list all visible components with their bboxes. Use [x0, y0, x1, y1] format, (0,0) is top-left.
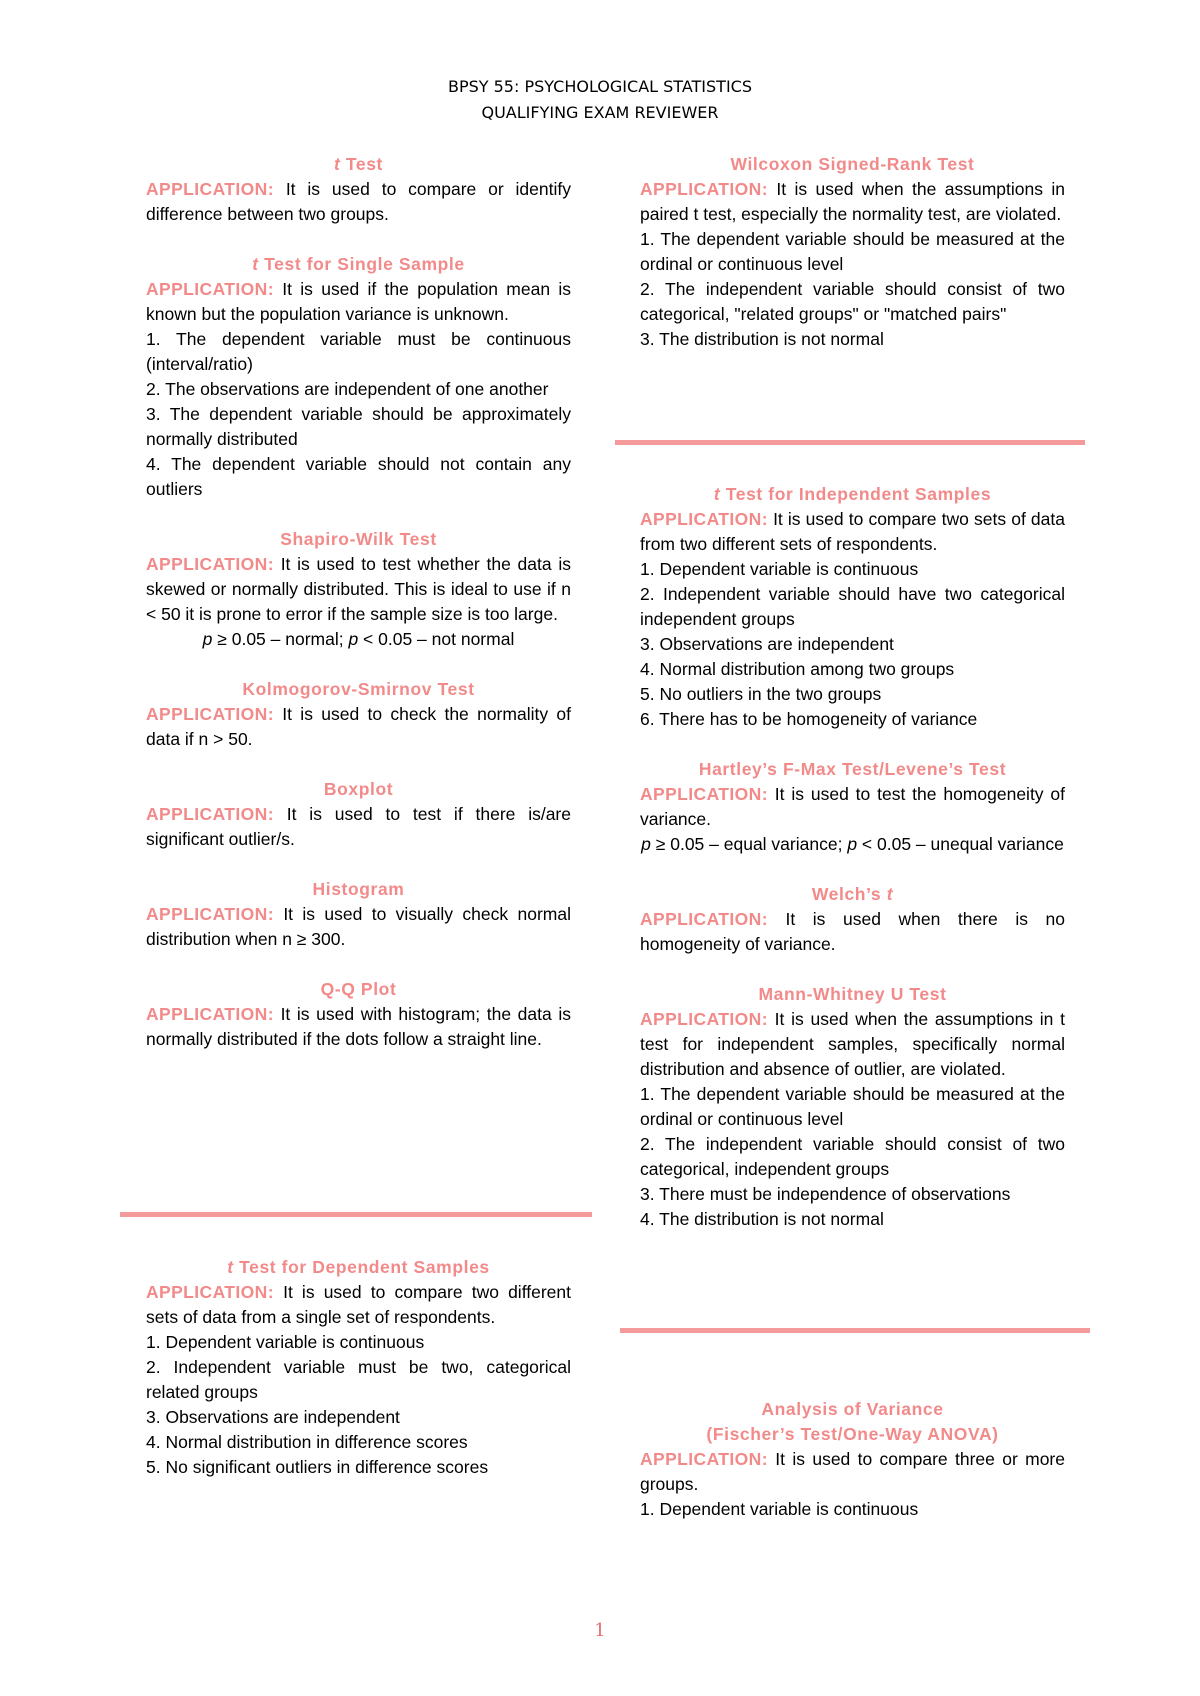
rule-text: < 0.05 – unequal variance [857, 834, 1064, 854]
right-column-middle [640, 482, 1065, 1232]
section-single-sample [146, 252, 571, 502]
application-label: APPLICATION: [146, 179, 274, 199]
section-text [146, 552, 571, 627]
section-text [640, 907, 1065, 957]
section-text [640, 507, 1065, 557]
list-item: 3. The dependent variable should be approximately normally distributed [146, 404, 571, 449]
list-item: 2. The independent variable should consist of two categorical, independent groups [640, 1134, 1065, 1179]
section-text [640, 1007, 1065, 1082]
title-italic: t [334, 154, 341, 174]
rule-text: < 0.05 – not normal [358, 629, 515, 649]
section-text [146, 1002, 571, 1052]
section-text [640, 177, 1065, 227]
application-label: APPLICATION: [146, 904, 274, 924]
section-title: Analysis of Variance [761, 1399, 944, 1419]
application-text: It is used to visually check normal distribution when n ≥ 300. [146, 904, 571, 949]
section-title [146, 1255, 571, 1280]
decision-rule [146, 627, 571, 652]
application-label: APPLICATION: [640, 1009, 768, 1029]
application-label: APPLICATION: [640, 784, 768, 804]
title-rest: Test [340, 154, 383, 174]
list-item: 1. Dependent variable is continuous [146, 1332, 425, 1352]
section-divider [620, 1328, 1090, 1333]
section-hartley-levene [640, 757, 1065, 857]
section-text [146, 802, 571, 852]
section-text [146, 277, 571, 327]
application-label: APPLICATION: [146, 804, 274, 824]
list-item: 5. No significant outliers in difference scores [146, 1457, 489, 1477]
title-rest: Test for Independent Samples [720, 484, 992, 504]
application-text: It is used when the assumptions in t test for independent samples, specifically normal distribution and absence of outlier, are violated. [640, 1009, 1065, 1079]
application-label: APPLICATION: [146, 704, 274, 724]
application-label: APPLICATION: [640, 909, 768, 929]
list-item: 4. Normal distribution in difference scores [146, 1432, 468, 1452]
section-t-test [146, 152, 571, 227]
list-item: 3. Observations are independent [640, 634, 894, 654]
section-dependent-samples [146, 1255, 571, 1480]
application-text: It is used when the assumptions in paired t test, especially the normality test, are violated. [640, 179, 1065, 224]
section-text [640, 1447, 1065, 1497]
application-label: APPLICATION: [146, 279, 274, 299]
left-column-lower [146, 1255, 571, 1480]
rule-text: ≥ 0.05 – equal variance; [650, 834, 848, 854]
p-symbol: p [641, 834, 651, 854]
section-wilcoxon [640, 152, 1065, 352]
application-text: It is used to check the normality of data if n > 50. [146, 704, 571, 749]
section-divider [120, 1212, 592, 1217]
section-title: Wilcoxon Signed-Rank Test [730, 154, 975, 174]
left-column [146, 152, 571, 1052]
p-symbol: p [348, 629, 359, 649]
section-title: Hartley’s F-Max Test/Levene’s Test [698, 759, 1007, 779]
list-item: 1. The dependent variable should be measured at the ordinal or continuous level [640, 229, 1065, 274]
section-welch [640, 882, 1065, 957]
application-label: APPLICATION: [146, 1282, 274, 1302]
decision-rule [640, 832, 1065, 857]
section-title: Kolmogorov-Smirnov Test [242, 679, 475, 699]
list-item: 2. Independent variable must be two, categorical related groups [146, 1357, 571, 1402]
application-text: It is used if the population mean is known but the population variance is unknown. [146, 279, 571, 324]
title-rest: Test for Single Sample [258, 254, 465, 274]
application-label: APPLICATION: [640, 179, 768, 199]
section-title: Mann-Whitney U Test [758, 984, 947, 1004]
list-item: 1. The dependent variable should be measured at the ordinal or continuous level [640, 1084, 1065, 1129]
application-text: It is used to compare two sets of data from two different sets of respondents. [640, 509, 1065, 554]
title-rest: Welch’s [811, 884, 887, 904]
title-italic: t [713, 484, 721, 504]
list-item: 4. The distribution is not normal [640, 1209, 884, 1229]
section-anova [640, 1397, 1065, 1522]
section-subtitle: (Fischer’s Test/One-Way ANOVA) [706, 1424, 999, 1444]
page-header [0, 74, 1200, 126]
p-symbol: p [202, 629, 213, 649]
section-title [146, 252, 571, 277]
list-item: 1. Dependent variable is continuous [640, 559, 919, 579]
section-title [640, 482, 1065, 507]
section-mann-whitney [640, 982, 1065, 1232]
section-boxplot [146, 777, 571, 852]
list-item: 4. The dependent variable should not contain any outliers [146, 454, 571, 499]
p-symbol: p [847, 834, 858, 854]
section-shapiro-wilk [146, 527, 571, 652]
application-text: It is used to compare three or more groups. [640, 1449, 1065, 1494]
list-item: 2. The observations are independent of one another [146, 379, 549, 399]
page-number: 1 [594, 1620, 606, 1641]
section-title: Boxplot [323, 779, 394, 799]
list-item: 3. The distribution is not normal [640, 329, 884, 349]
section-title [146, 152, 571, 177]
application-text: It is used when there is no homogeneity of variance. [640, 909, 1065, 954]
section-text [640, 782, 1065, 832]
section-text [146, 902, 571, 952]
title-rest: Test for Dependent Samples [233, 1257, 490, 1277]
section-text [146, 1280, 571, 1330]
section-histogram [146, 877, 571, 952]
course-title: BPSY 55: PSYCHOLOGICAL STATISTICS [447, 77, 752, 96]
rule-text: ≥ 0.05 – normal; [212, 629, 349, 649]
section-divider [615, 440, 1085, 445]
section-independent-samples [640, 482, 1065, 732]
document-title: QUALIFYING EXAM REVIEWER [481, 103, 719, 122]
list-item: 2. Independent variable should have two categorical independent groups [640, 584, 1065, 629]
section-text [146, 702, 571, 752]
application-text: It is used to compare or identify difference between two groups. [146, 179, 571, 224]
application-text: It is used to test the homogeneity of variance. [640, 784, 1065, 829]
application-text: It is used to test whether the data is skewed or normally distributed. This is ideal to use if n < 50 it is prone to error if the sample size is too large. [146, 554, 571, 624]
title-italic: t [252, 254, 259, 274]
application-text: It is used with histogram; the data is normally distributed if the dots follow a straight line. [146, 1004, 571, 1049]
list-item: 4. Normal distribution among two groups [640, 659, 955, 679]
application-text: It is used to test if there is/are significant outlier/s. [146, 804, 571, 849]
title-italic: t [227, 1257, 234, 1277]
list-item: 1. Dependent variable is continuous [640, 1499, 919, 1519]
title-italic: t [886, 884, 894, 904]
right-column-lower [640, 1397, 1065, 1522]
list-item: 3. There must be independence of observations [640, 1184, 1011, 1204]
list-item: 6. There has to be homogeneity of variance [640, 709, 978, 729]
section-title: Histogram [312, 879, 405, 899]
application-label: APPLICATION: [640, 1449, 768, 1469]
section-qq-plot [146, 977, 571, 1052]
application-label: APPLICATION: [146, 1004, 274, 1024]
list-item: 2. The independent variable should consist of two categorical, "related groups" or "matched pairs" [640, 279, 1065, 324]
list-item: 1. The dependent variable must be continuous (interval/ratio) [146, 329, 571, 374]
list-item: 3. Observations are independent [146, 1407, 400, 1427]
section-title [640, 882, 1065, 907]
section-title: Shapiro-Wilk Test [280, 529, 437, 549]
application-text: It is used to compare two different sets of data from a single set of respondents. [146, 1282, 571, 1327]
section-title: Q-Q Plot [320, 979, 397, 999]
list-item: 5. No outliers in the two groups [640, 684, 882, 704]
application-label: APPLICATION: [640, 509, 768, 529]
section-kolmogorov-smirnov [146, 677, 571, 752]
application-label: APPLICATION: [146, 554, 274, 574]
section-text [146, 177, 571, 227]
right-column [640, 152, 1065, 352]
